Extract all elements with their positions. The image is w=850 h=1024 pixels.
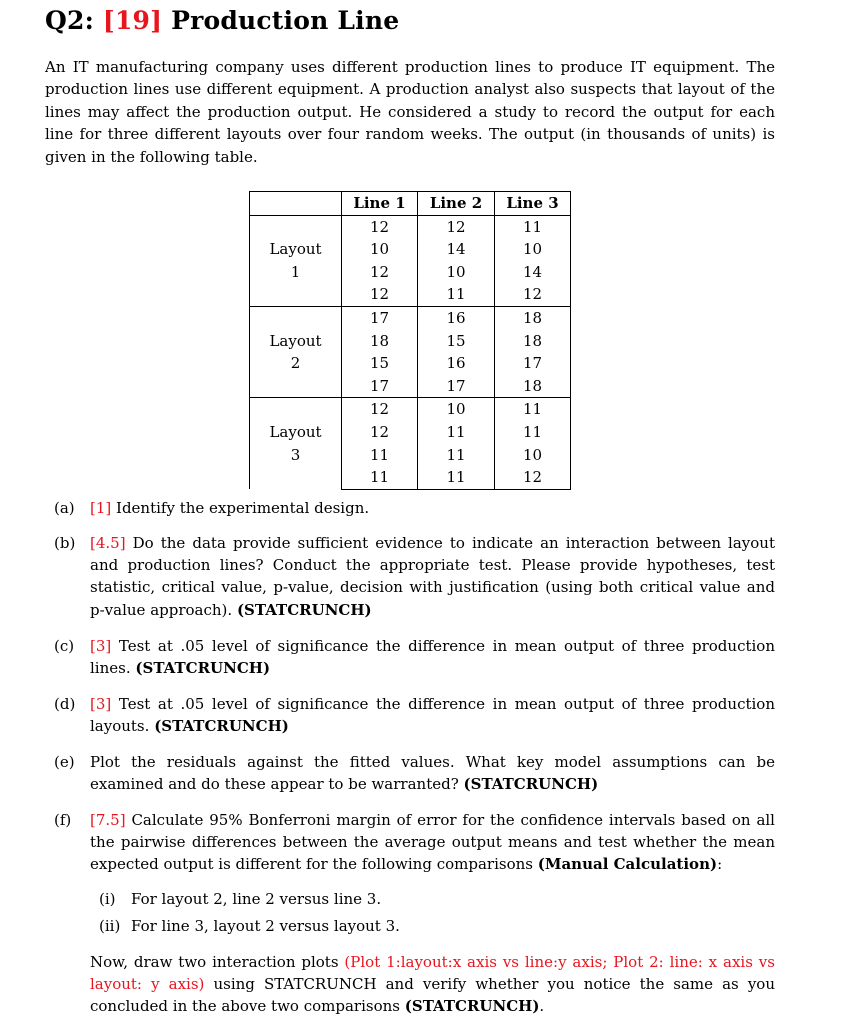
part-tool: (STATCRUNCH) — [154, 717, 289, 736]
part-body — [90, 751, 775, 795]
sub-item-label: (i) — [99, 890, 116, 908]
table-cell: 12 — [495, 466, 571, 489]
part-tool: (Manual Calculation) — [537, 855, 718, 874]
sub-item-text: For layout 2, line 2 versus line 3. — [131, 890, 382, 908]
layout-label-word: Layout — [269, 331, 322, 350]
part-label: (c) — [54, 637, 75, 655]
layout-label-number: 2 — [290, 354, 301, 373]
part-text: Test at .05 level of significance the difference in mean output of three production lines. — [90, 637, 775, 678]
part-label: (a) — [54, 499, 75, 517]
column-header: Line 2 — [418, 192, 495, 216]
sub-item-ii — [99, 915, 400, 937]
closing-end: . — [539, 997, 545, 1016]
table-cell: 18 — [342, 330, 418, 353]
table-cell: 12 — [418, 215, 495, 238]
table-cell: 16 — [418, 352, 495, 375]
layout-label — [250, 398, 342, 489]
table-cell: 14 — [418, 238, 495, 261]
part-text: Identify the experimental design. — [116, 499, 370, 517]
part-label: (b) — [54, 534, 76, 552]
table-cell: 11 — [342, 444, 418, 467]
part-label: (f) — [54, 811, 72, 829]
plot1-spec: (Plot 1:layout:x axis vs line:y axis; — [344, 953, 608, 971]
part-text: Do the data provide sufficient evidence to indicate an interaction between layout and production lines? Conduct the appropriate test. Please provide hypotheses, test statistic, critical value, p-value, decision with justification (using both critical value and p-value approach). — [90, 534, 775, 619]
output-table — [249, 191, 571, 490]
table-header-row — [250, 192, 571, 216]
part-text: Plot the residuals against the fitted values. What key model assumptions can be examined and do these appear to be warranted? — [90, 753, 775, 794]
closing-post: using STATCRUNCH and verify whether you notice the same as you concluded in the above two comparisons — [90, 975, 775, 1016]
layout-label — [250, 215, 342, 306]
question-points: [19] — [102, 6, 163, 35]
table-cell: 15 — [418, 330, 495, 353]
part-body — [90, 532, 775, 621]
layout-label-word: Layout — [269, 423, 322, 442]
table-cell: 10 — [342, 238, 418, 261]
part-points: [7.5] — [90, 811, 126, 829]
column-header: Line 1 — [342, 192, 418, 216]
table-cell: 16 — [418, 306, 495, 329]
part-text: Calculate 95% Bonferroni margin of error for the confidence intervals based on all the pairwise differences between the average output means and test whether the mean expected output is different for the following comparisons — [90, 811, 775, 874]
table-cell: 11 — [418, 444, 495, 467]
part-tool: (STATCRUNCH) — [236, 600, 372, 619]
sub-item-i — [99, 888, 381, 910]
part-label: (d) — [54, 695, 76, 713]
part-points: [4.5] — [90, 534, 126, 552]
table-cell: 11 — [418, 283, 495, 306]
table-cell: 18 — [495, 375, 571, 398]
table-cell: 18 — [495, 330, 571, 353]
table-cell: 10 — [418, 398, 495, 421]
table-cell: 12 — [342, 283, 418, 306]
table-cell: 10 — [495, 238, 571, 261]
layout-label-number: 1 — [290, 262, 301, 281]
table-cell: 14 — [495, 261, 571, 284]
plot2-spec: Plot 2: line: x axis vs layout: y axis) — [90, 953, 775, 994]
sub-item-text: For line 3, layout 2 versus layout 3. — [131, 917, 400, 935]
table-cell: 12 — [342, 398, 418, 421]
part-tool: (STATCRUNCH) — [463, 775, 599, 794]
layout-label-word: Layout — [269, 240, 322, 259]
table-cell: 17 — [342, 375, 418, 398]
table-cell: 12 — [342, 421, 418, 444]
closing-pre: Now, draw two interaction plots — [90, 953, 339, 971]
part-text: Test at .05 level of significance the difference in mean output of three production layouts. — [90, 695, 775, 736]
part-tool: (STATCRUNCH) — [135, 659, 271, 678]
question-title — [45, 6, 399, 35]
layout-label — [250, 306, 342, 397]
table-cell: 11 — [418, 421, 495, 444]
part-body — [90, 635, 775, 679]
question-title-text: Production Line — [171, 6, 400, 35]
table-cell: 12 — [495, 283, 571, 306]
part-points: [1] — [90, 499, 112, 517]
table-cell: 11 — [418, 466, 495, 489]
table-cell: 15 — [342, 352, 418, 375]
table-cell: 10 — [418, 261, 495, 284]
column-header: Line 3 — [495, 192, 571, 216]
closing-text — [90, 951, 775, 1018]
table-row — [250, 306, 571, 329]
part-body — [90, 497, 775, 519]
part-points: [3] — [90, 695, 112, 713]
table-cell: 12 — [342, 215, 418, 238]
table-cell: 17 — [342, 306, 418, 329]
table-cell: 11 — [495, 421, 571, 444]
intro-paragraph: An IT manufacturing company uses different production lines to produce IT equipment. The production lines use different equipment. A production analyst also suspects that layout of the lines may affect the production output. He considered a study to record the output for each line for three different layouts over four random weeks. The output (in thousands of units) is given in the following table. — [45, 58, 775, 166]
question-number: Q2: — [45, 6, 95, 35]
part-tail: : — [717, 855, 723, 874]
table-cell: 11 — [342, 466, 418, 489]
sub-item-label: (ii) — [99, 917, 121, 935]
header-corner — [250, 192, 342, 216]
closing-tool: (STATCRUNCH) — [404, 997, 540, 1016]
table-row — [250, 398, 571, 421]
part-body — [90, 693, 775, 737]
table-body — [250, 215, 571, 489]
part-label: (e) — [54, 753, 75, 771]
table-cell: 18 — [495, 306, 571, 329]
part-body — [90, 809, 775, 876]
table-cell: 17 — [418, 375, 495, 398]
table-cell: 11 — [495, 215, 571, 238]
part-points: [3] — [90, 637, 112, 655]
table-cell: 12 — [342, 261, 418, 284]
layout-label-number: 3 — [290, 445, 301, 464]
table-row — [250, 215, 571, 238]
table-cell: 17 — [495, 352, 571, 375]
table-cell: 10 — [495, 444, 571, 467]
table-cell: 11 — [495, 398, 571, 421]
